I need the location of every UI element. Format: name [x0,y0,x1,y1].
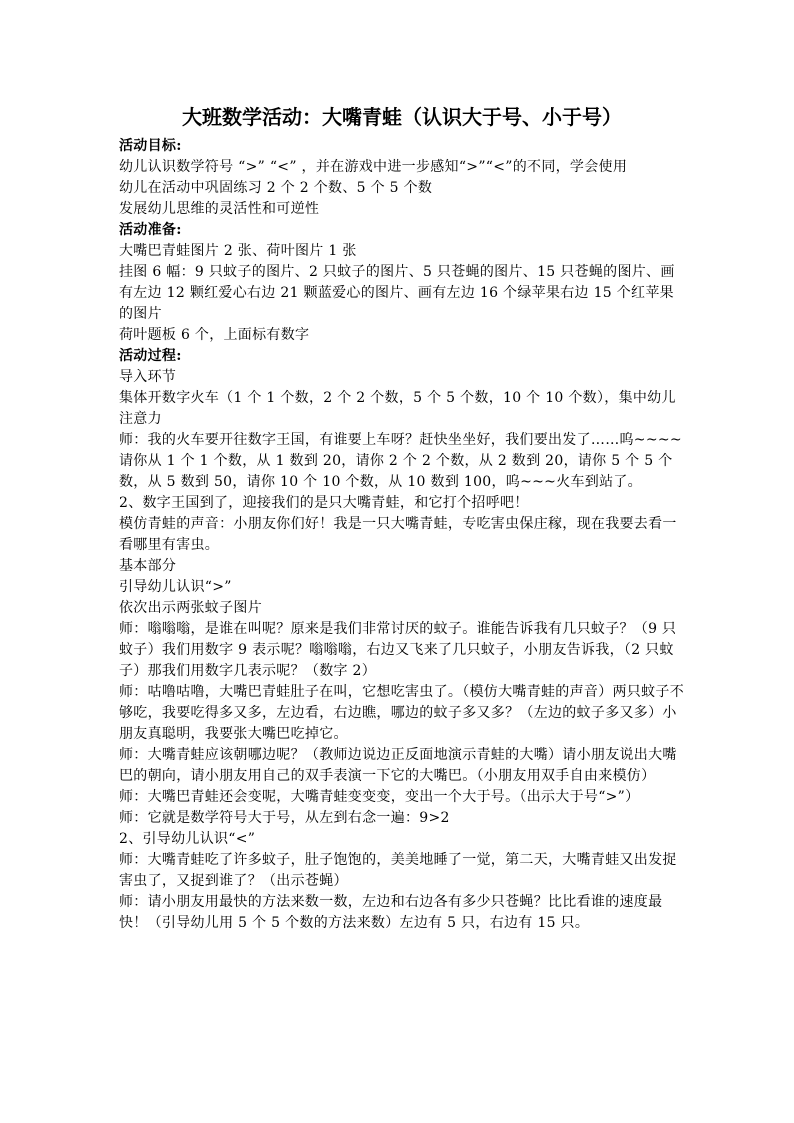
paragraph: 师：它就是数学符号大于号，从左到右念一遍：9>2 [119,810,450,826]
paragraph: 师：咕噜咕噜，大嘴巴青蛙肚子在叫，它想吃害虫了。（模仿大嘴青蛙的声音）两只蚊子不够吃，我要吃得多又多，左边看，右边瞧，哪边的蚊子多又多？（左边的蚊子多又多）小朋友真聪明，我要张大嘴巴吃掉它。 [119,684,684,742]
section-heading: 活动准备: [119,222,182,238]
paragraph: 模仿青蛙的声音：小朋友你们好！我是一只大嘴青蛙，专吃害虫保庄稼，现在我要去看一看哪里有害虫。 [119,516,677,553]
paragraph: 师：大嘴青蛙应该朝哪边呢？（教师边说边正反面地演示青蛙的大嘴）请小朋友说出大嘴巴的朝向，请小朋友用自己的双手表演一下它的大嘴巴。（小朋友用双手自由来模仿） [119,747,677,784]
paragraph: 2、数字王国到了，迎接我们的是只大嘴青蛙，和它打个招呼吧！ [119,495,529,511]
paragraph: 幼儿认识数学符号 “>” “<” ，并在游戏中进一步感知“>”“<”的不同，学会使用 [119,159,628,175]
document-title: 大班数学活动：大嘴青蛙（认识大于号、小于号） [182,105,622,129]
section-heading: 活动过程: [119,348,182,364]
paragraph: 幼儿在活动中巩固练习 2 个 2 个数、5 个 5 个数 [119,180,433,196]
paragraph: 师：请小朋友用最快的方法来数一数，左边和右边各有多少只苍蝇？比比看谁的速度最快！（引导幼儿用 5 个 5 个数的方法来数）左边有 5 只，右边有 15 只。 [119,894,663,931]
paragraph: 师：嗡嗡嗡，是谁在叫呢？原来是我们非常讨厌的蚊子。谁能告诉我有几只蚊子？（9 只蚊子）我们用数字 9 表示呢？嗡嗡嗡，右边又飞来了几只蚊子，小朋友告诉我，（2 只蚊子）那我们用数字几表示呢？（数字 2） [119,621,677,679]
section-heading: 活动目标: [119,138,182,154]
paragraph: 导入环节 [119,369,177,385]
paragraph: 大嘴巴青蛙图片 2 张、荷叶图片 1 张 [119,243,357,259]
paragraph: 荷叶题板 6 个，上面标有数字 [119,327,310,343]
paragraph: 挂图 6 幅：9 只蚊子的图片、2 只蚊子的图片、5 只苍蝇的图片、15 只苍蝇的图片、画有左边 12 颗红爱心右边 21 颗蓝爱心的图片、画有左边 16 个绿苹果右边 15 个红苹果的图片 [119,264,675,322]
paragraph: 发展幼儿思维的灵活性和可逆性 [119,201,320,217]
paragraph: 依次出示两张蚊子图片 [119,600,262,616]
paragraph: 引导幼儿认识“>” [119,579,232,595]
document-page [119,100,685,934]
paragraph: 2、引导幼儿认识“<” [119,831,256,847]
paragraph: 师：大嘴青蛙吃了许多蚊子，肚子饱饱的，美美地睡了一觉，第二天，大嘴青蛙又出发捉害虫了，又捉到谁了？（出示苍蝇） [119,852,677,889]
paragraph: 基本部分 [119,558,177,574]
document-body [119,136,685,934]
paragraph: 师：我的火车要开往数字王国，有谁要上车呀？赶快坐坐好，我们要出发了……呜~~~~请你从 1 个 1 个数，从 1 数到 20，请你 2 个 2 个数，从 2 数到 20，请你 5 个 5 个数，从 5 数到 50，请你 10 个 10 个数，从 10 数到 100，呜~~~火车到站了。 [119,432,682,490]
paragraph: 集体开数字火车（1 个 1 个数，2 个 2 个数，5 个 5 个数，10 个 10 个数），集中幼儿注意力 [119,390,676,427]
paragraph: 师：大嘴巴青蛙还会变呢，大嘴青蛙变变变，变出一个大于号。（出示大于号“>”） [119,789,640,805]
